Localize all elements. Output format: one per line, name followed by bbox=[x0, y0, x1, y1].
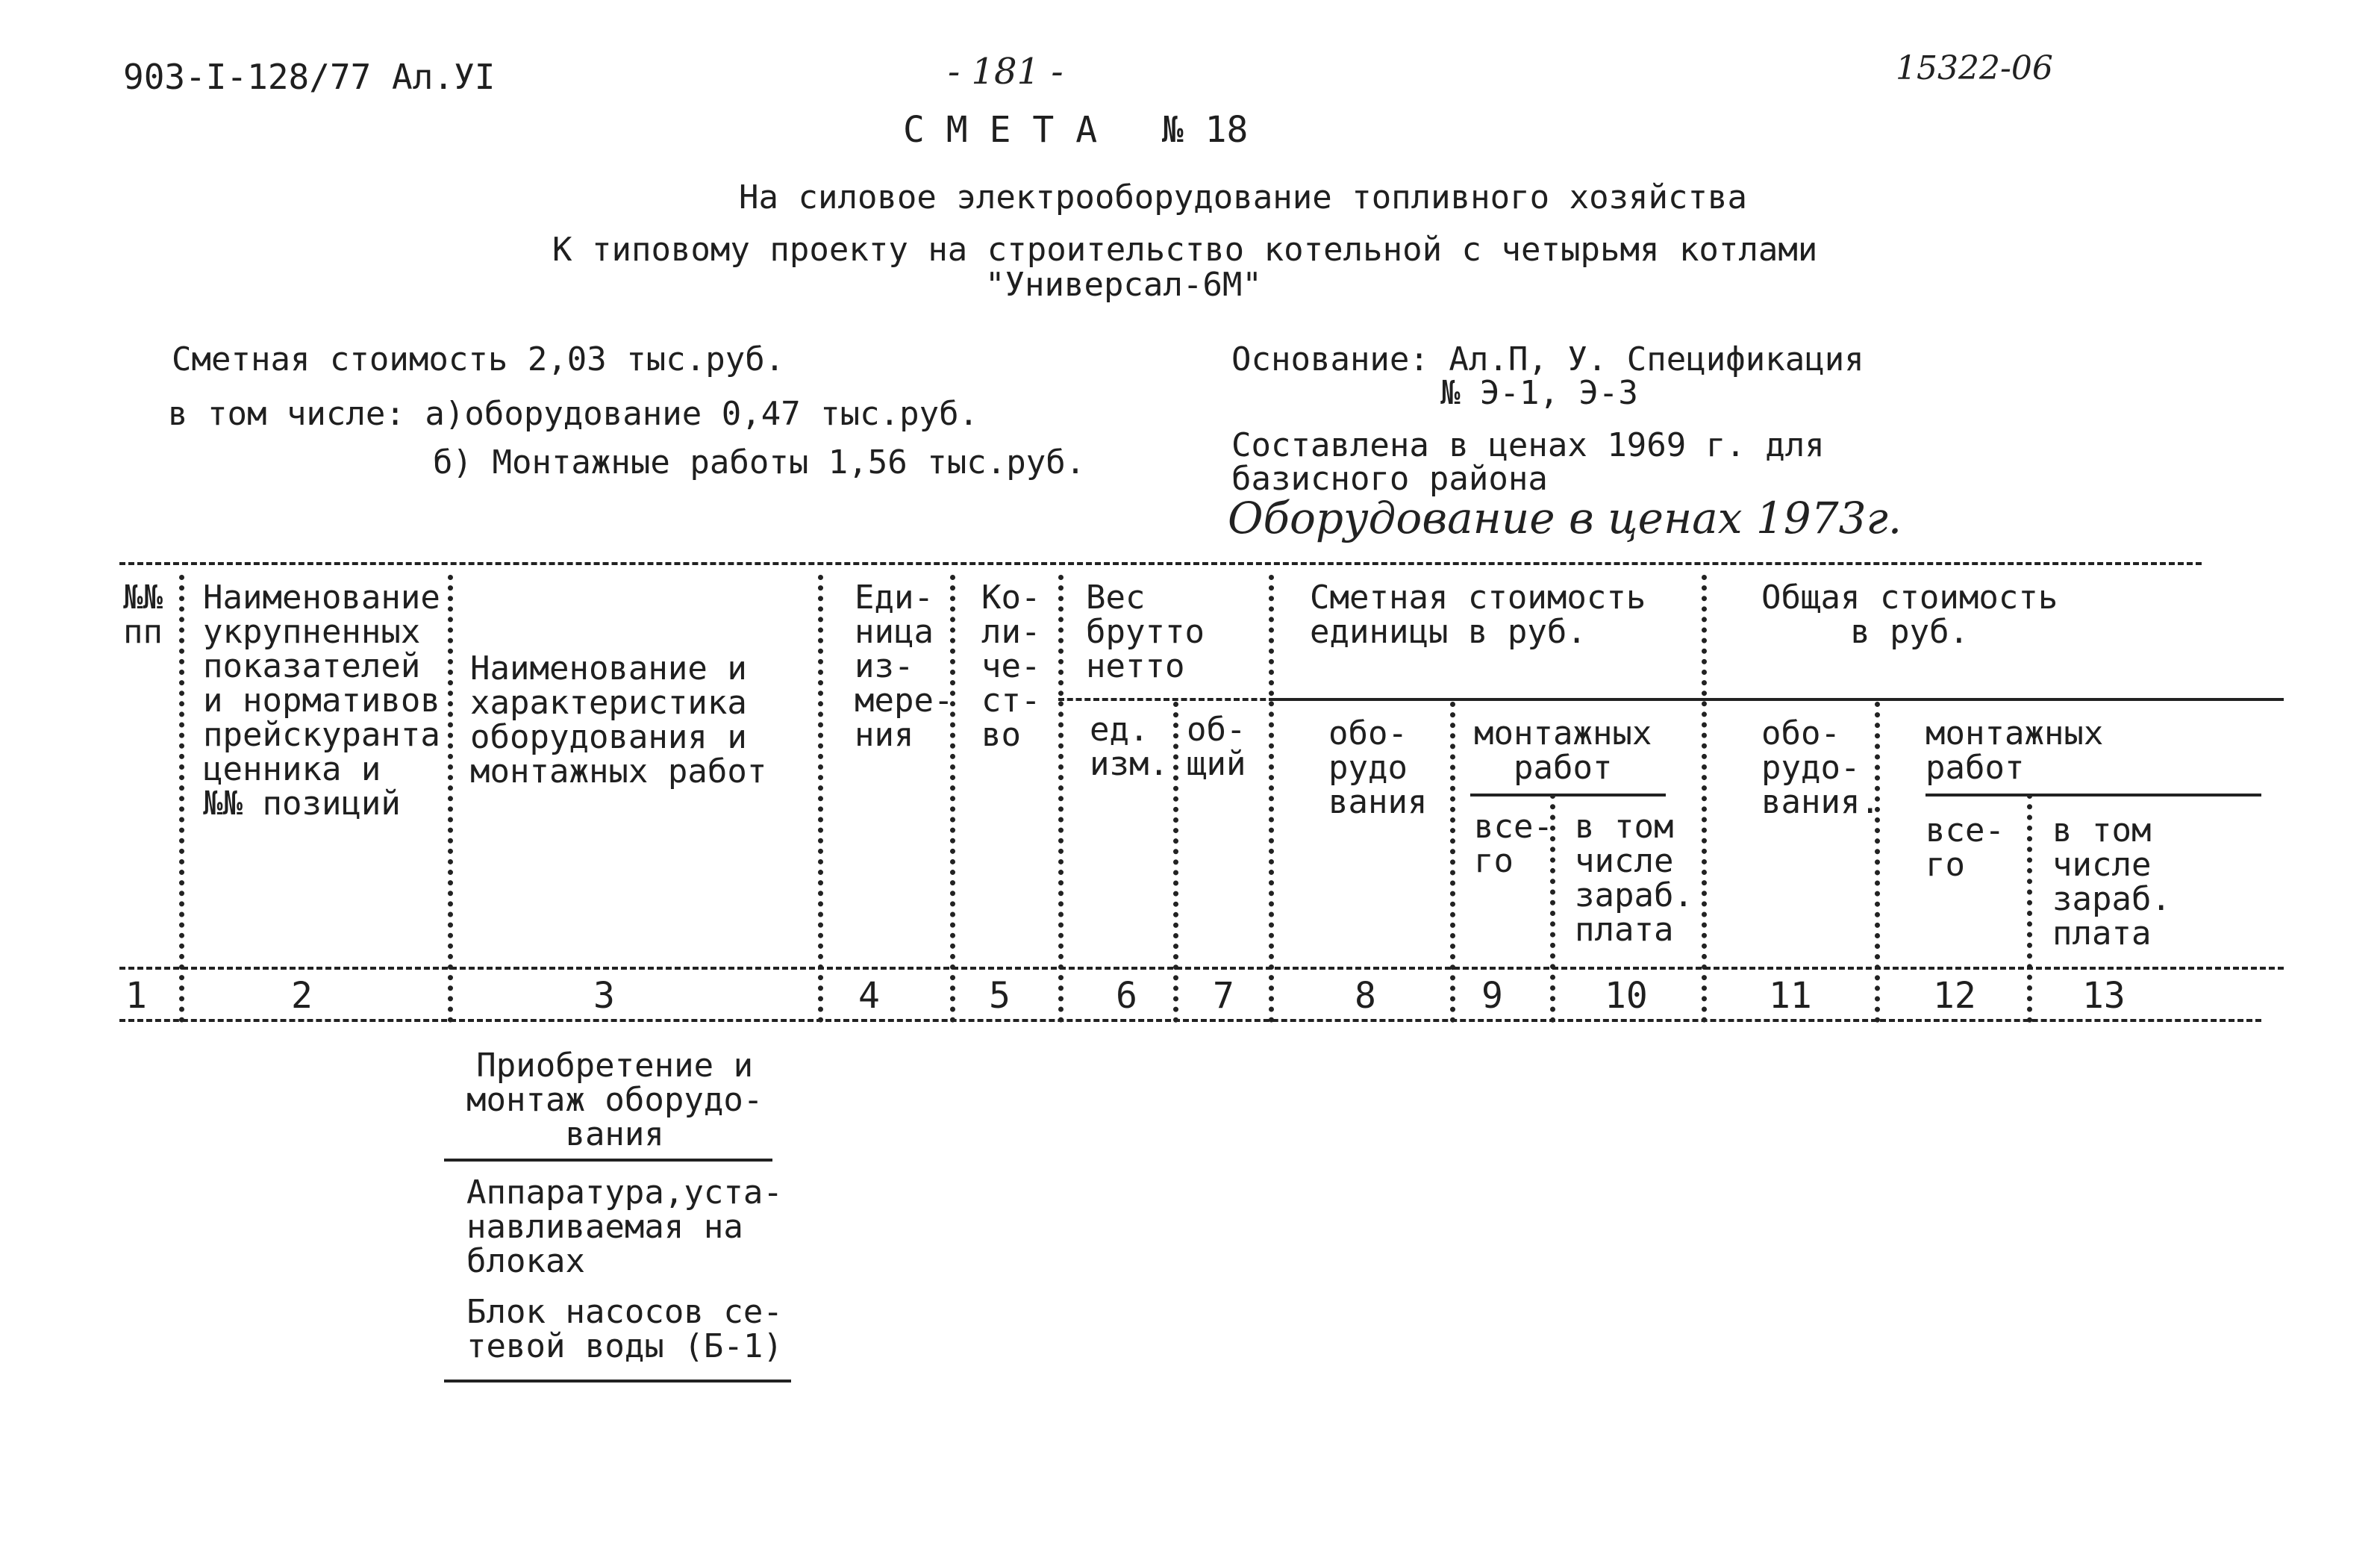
header-total-mounting: монтажных работ bbox=[1925, 714, 2104, 787]
column-number: 10 bbox=[1605, 975, 1648, 1017]
cost-mounting: б) Монтажные работы 1,56 тыс.руб. bbox=[433, 443, 1086, 481]
col-sep-8 bbox=[1450, 702, 1455, 1023]
header-unit-mounting: монтажных работ bbox=[1474, 714, 1652, 787]
section-heading-underline bbox=[444, 1159, 772, 1162]
header-unit-equipment: обо- рудо вания bbox=[1328, 714, 1428, 821]
block-heading: Блок насосов се- тевой воды (Б-1) bbox=[466, 1293, 783, 1365]
column-number: 9 bbox=[1481, 975, 1503, 1017]
header-equipment-name: Наименование и характеристика оборудования и монтажных работ bbox=[470, 649, 767, 791]
column-number: 8 bbox=[1355, 975, 1376, 1017]
column-number: 11 bbox=[1769, 975, 1812, 1017]
section-heading: Приобретение и монтаж оборудо- вания bbox=[466, 1047, 763, 1153]
header-quantity: Ко- ли- че- ст- во bbox=[981, 579, 1041, 754]
block-heading-underline bbox=[444, 1380, 791, 1383]
subtitle-line-1: На силовое электрооборудование топливного хозяйства bbox=[739, 178, 1748, 216]
col-sep-3 bbox=[818, 575, 823, 1023]
column-numbers-bottom-rule bbox=[119, 1019, 2261, 1022]
column-number: 3 bbox=[593, 975, 615, 1017]
header-subrule-unit-mount bbox=[1470, 794, 1666, 797]
basis-line-2: № Э-1, Э-3 bbox=[1440, 374, 1638, 412]
header-subrule-costs bbox=[1275, 698, 2284, 701]
column-number: 1 bbox=[125, 975, 147, 1017]
header-total-mounting-total: все- го bbox=[1925, 811, 2005, 884]
header-total-equipment: обо- рудо- вания. bbox=[1761, 714, 1880, 821]
col-sep-7 bbox=[1269, 575, 1274, 1023]
header-unit-cost: Сметная стоимость единицы в руб. bbox=[1310, 579, 1646, 651]
header-unit-mounting-wage: в том числе зараб. плата bbox=[1575, 808, 1693, 949]
column-number: 2 bbox=[291, 975, 313, 1017]
header-weight-unit: ед. изм. bbox=[1090, 711, 1169, 783]
document-code: 903-I-128/77 Ал.УI bbox=[123, 57, 496, 97]
col-sep-10 bbox=[1702, 575, 1707, 1023]
col-sep-1 bbox=[179, 575, 184, 1023]
header-unit-mounting-total: все- го bbox=[1474, 808, 1553, 880]
header-subrule-total-mount bbox=[1925, 794, 2261, 797]
header-subrule-weight bbox=[1058, 698, 1275, 701]
header-indicators: Наименование укрупненных показателей и нормативов прейскуранта ценника и №№ позиций bbox=[203, 579, 440, 823]
estimated-cost: Сметная стоимость 2,03 тыс.руб. bbox=[172, 340, 785, 378]
header-total-cost: Общая стоимость в руб. bbox=[1761, 579, 2058, 651]
table-top-rule bbox=[119, 562, 2202, 565]
col-sep-5 bbox=[1058, 575, 1063, 1023]
header-weight-total: об- щий bbox=[1187, 711, 1246, 783]
subtitle-line-3: "Универсал-6М" bbox=[985, 266, 1262, 304]
column-number: 7 bbox=[1213, 975, 1234, 1017]
header-total-mounting-wage: в том числе зараб. плата bbox=[2052, 811, 2171, 953]
column-number: 4 bbox=[858, 975, 880, 1017]
basis-line-3: Составлена в ценах 1969 г. для bbox=[1231, 426, 1825, 464]
handwritten-note: Оборудование в ценах 1973г. bbox=[1228, 493, 1902, 543]
header-row-number: №№ пп bbox=[123, 579, 163, 651]
col-sep-2 bbox=[448, 575, 453, 1023]
column-numbers-top-rule bbox=[119, 967, 2284, 970]
document-heading: С М Е Т А № 18 bbox=[903, 109, 1249, 151]
subtitle-line-2: К типовому проекту на строительство котельной с четырьмя котлами bbox=[552, 231, 1818, 269]
cost-equipment: в том числе: а)оборудование 0,47 тыс.руб. bbox=[168, 395, 979, 433]
column-number: 5 bbox=[989, 975, 1011, 1017]
header-unit: Еди- ница из- мере- ния bbox=[855, 579, 954, 754]
column-number: 13 bbox=[2082, 975, 2126, 1017]
column-number: 12 bbox=[1933, 975, 1976, 1017]
col-sep-6 bbox=[1173, 702, 1178, 1023]
subsection-heading: Аппаратура,уста- навливаемая на блоках bbox=[466, 1173, 783, 1280]
column-number: 6 bbox=[1116, 975, 1137, 1017]
col-sep-12 bbox=[2027, 794, 2032, 1023]
basis-line-4: базисного района bbox=[1231, 460, 1548, 498]
basis-line-1: Основание: Ал.П, У. Спецификация bbox=[1231, 340, 1864, 378]
header-weight: Вес брутто нетто bbox=[1086, 579, 1205, 685]
archive-stamp: 15322-06 bbox=[1896, 49, 2053, 87]
page-number: - 181 - bbox=[948, 51, 1063, 93]
